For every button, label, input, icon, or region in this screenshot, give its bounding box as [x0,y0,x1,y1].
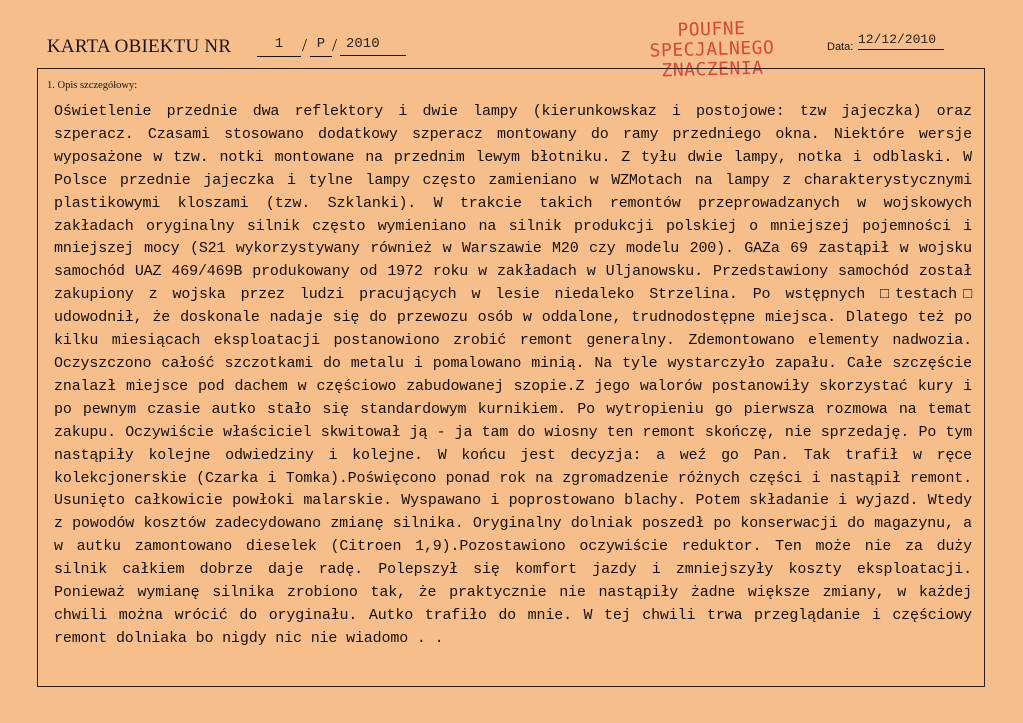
date-label: Data: [827,41,854,53]
number-separator: / [302,35,308,55]
section-label: 1. Opis szczegółowy: [47,80,138,91]
description-box [37,68,985,687]
object-series-field: P [310,34,332,57]
number-separator: / [332,35,338,55]
stamp-line: SPECJALNEGO [649,37,775,62]
card-title: KARTA OBIEKTU NR [47,36,232,57]
date-field: 12/12/2010 [858,31,944,50]
stamp-line: ZNACZENIA [661,57,764,82]
object-year-field: 2010 [340,34,406,56]
stamp-line: POUFNE [677,18,746,41]
description-text: Oświetlenie przednie dwa reflektory i dwie lampy (kierunkowskaz i postojowe: tzw jajeczka) oraz szperacz. Czasami stosowano dodatkowy szperacz montowany do ramy przedniego okna. Niektóre wersje wyposażone w tzw. notki montowane na przednim lewym błotniku. Z tyłu dwie lampy, notka i odblaski. W Polsce przednie jajeczka i tylne lampy często zamieniano w WZMotach na lampy z charakterystycznymi plastikowymi kloszami (tzw. Szklanki). W trakcie takich remontów przeprowadzanych w wojskowych zakładach oryginalny silnik często wymieniano na silnik produkcji polskiej o mniejszej pojemności i mniejszej mocy (S21 wykorzystywany również w Warszawie M20 czy modelu 200). GAZa 69 zastąpił w wojsku samochód UAZ 469/469B produkowany od 1972 roku w zakładach w Uljanowsku. Przedstawiony samochód został zakupiony z wojska przez ludzi pracujących w lesie niedaleko Strzelina. Po wstępnych □testach□ udowodnił, że doskonale nadaje się do przewozu osób w oddalone, trudnodostępne miejsca. Dlatego też po kilku miesiącach eksploatacji postanowiono zrobić remont generalny. Zdemontowano elementy nadwozia. Oczyszczono całość szczotkami do metalu i pomalowano minią. Na tyle wystarczyło zapału. Całe szczęście znalazł miejsce pod dachem w częściowo zabudowanej szopie.Z jego walorów postanowiły skorzystać kury i po pewnym czasie autko stało się standardowym kurnikiem. Po wytropieniu go pierwsza rozmowa na temat zakupu. Oczywiście właściciel skwitował ją - ja tam do wiosny ten remont skończę, nie sprzedaję. Po tym nastąpiły kolejne odwiedziny i kolejne. W końcu jest decyzja: a weź go Pan. Tak trafił w ręce kolekcjonerskie (Czarka i Tomka).Poświęcono ponad rok na zgromadzenie różnych części i nastąpił remont. Usunięto całkowicie powłoki malarskie. Wyspawano i poprostowano blachy. Potem składanie i wyjazd. Wtedy z powodów kosztów zadecydowano zmianę silnika. Oryginalny dolniak poszedł po konserwacji do magazynu, a w autku zamontowano dieselek (Citroen 1,9).Pozostawiono oczywiście reduktor. Ten może nie za duży silnik całkiem dobrze daje radę. Polepszył się komfort jazdy i zmniejszyły koszty eksploatacji. Ponieważ wymianę silnika zrobiono tak, że praktycznie nie nastąpiły żadne większe zmiany, w każdej chwili można wrócić do oryginału. Autko trafiło do mnie. W tej chwili trwa przeglądanie i częściowy remont dolniaka bo nigdy nic nie wiadomo . . [54,103,972,647]
object-number-field: 1 [257,34,301,57]
